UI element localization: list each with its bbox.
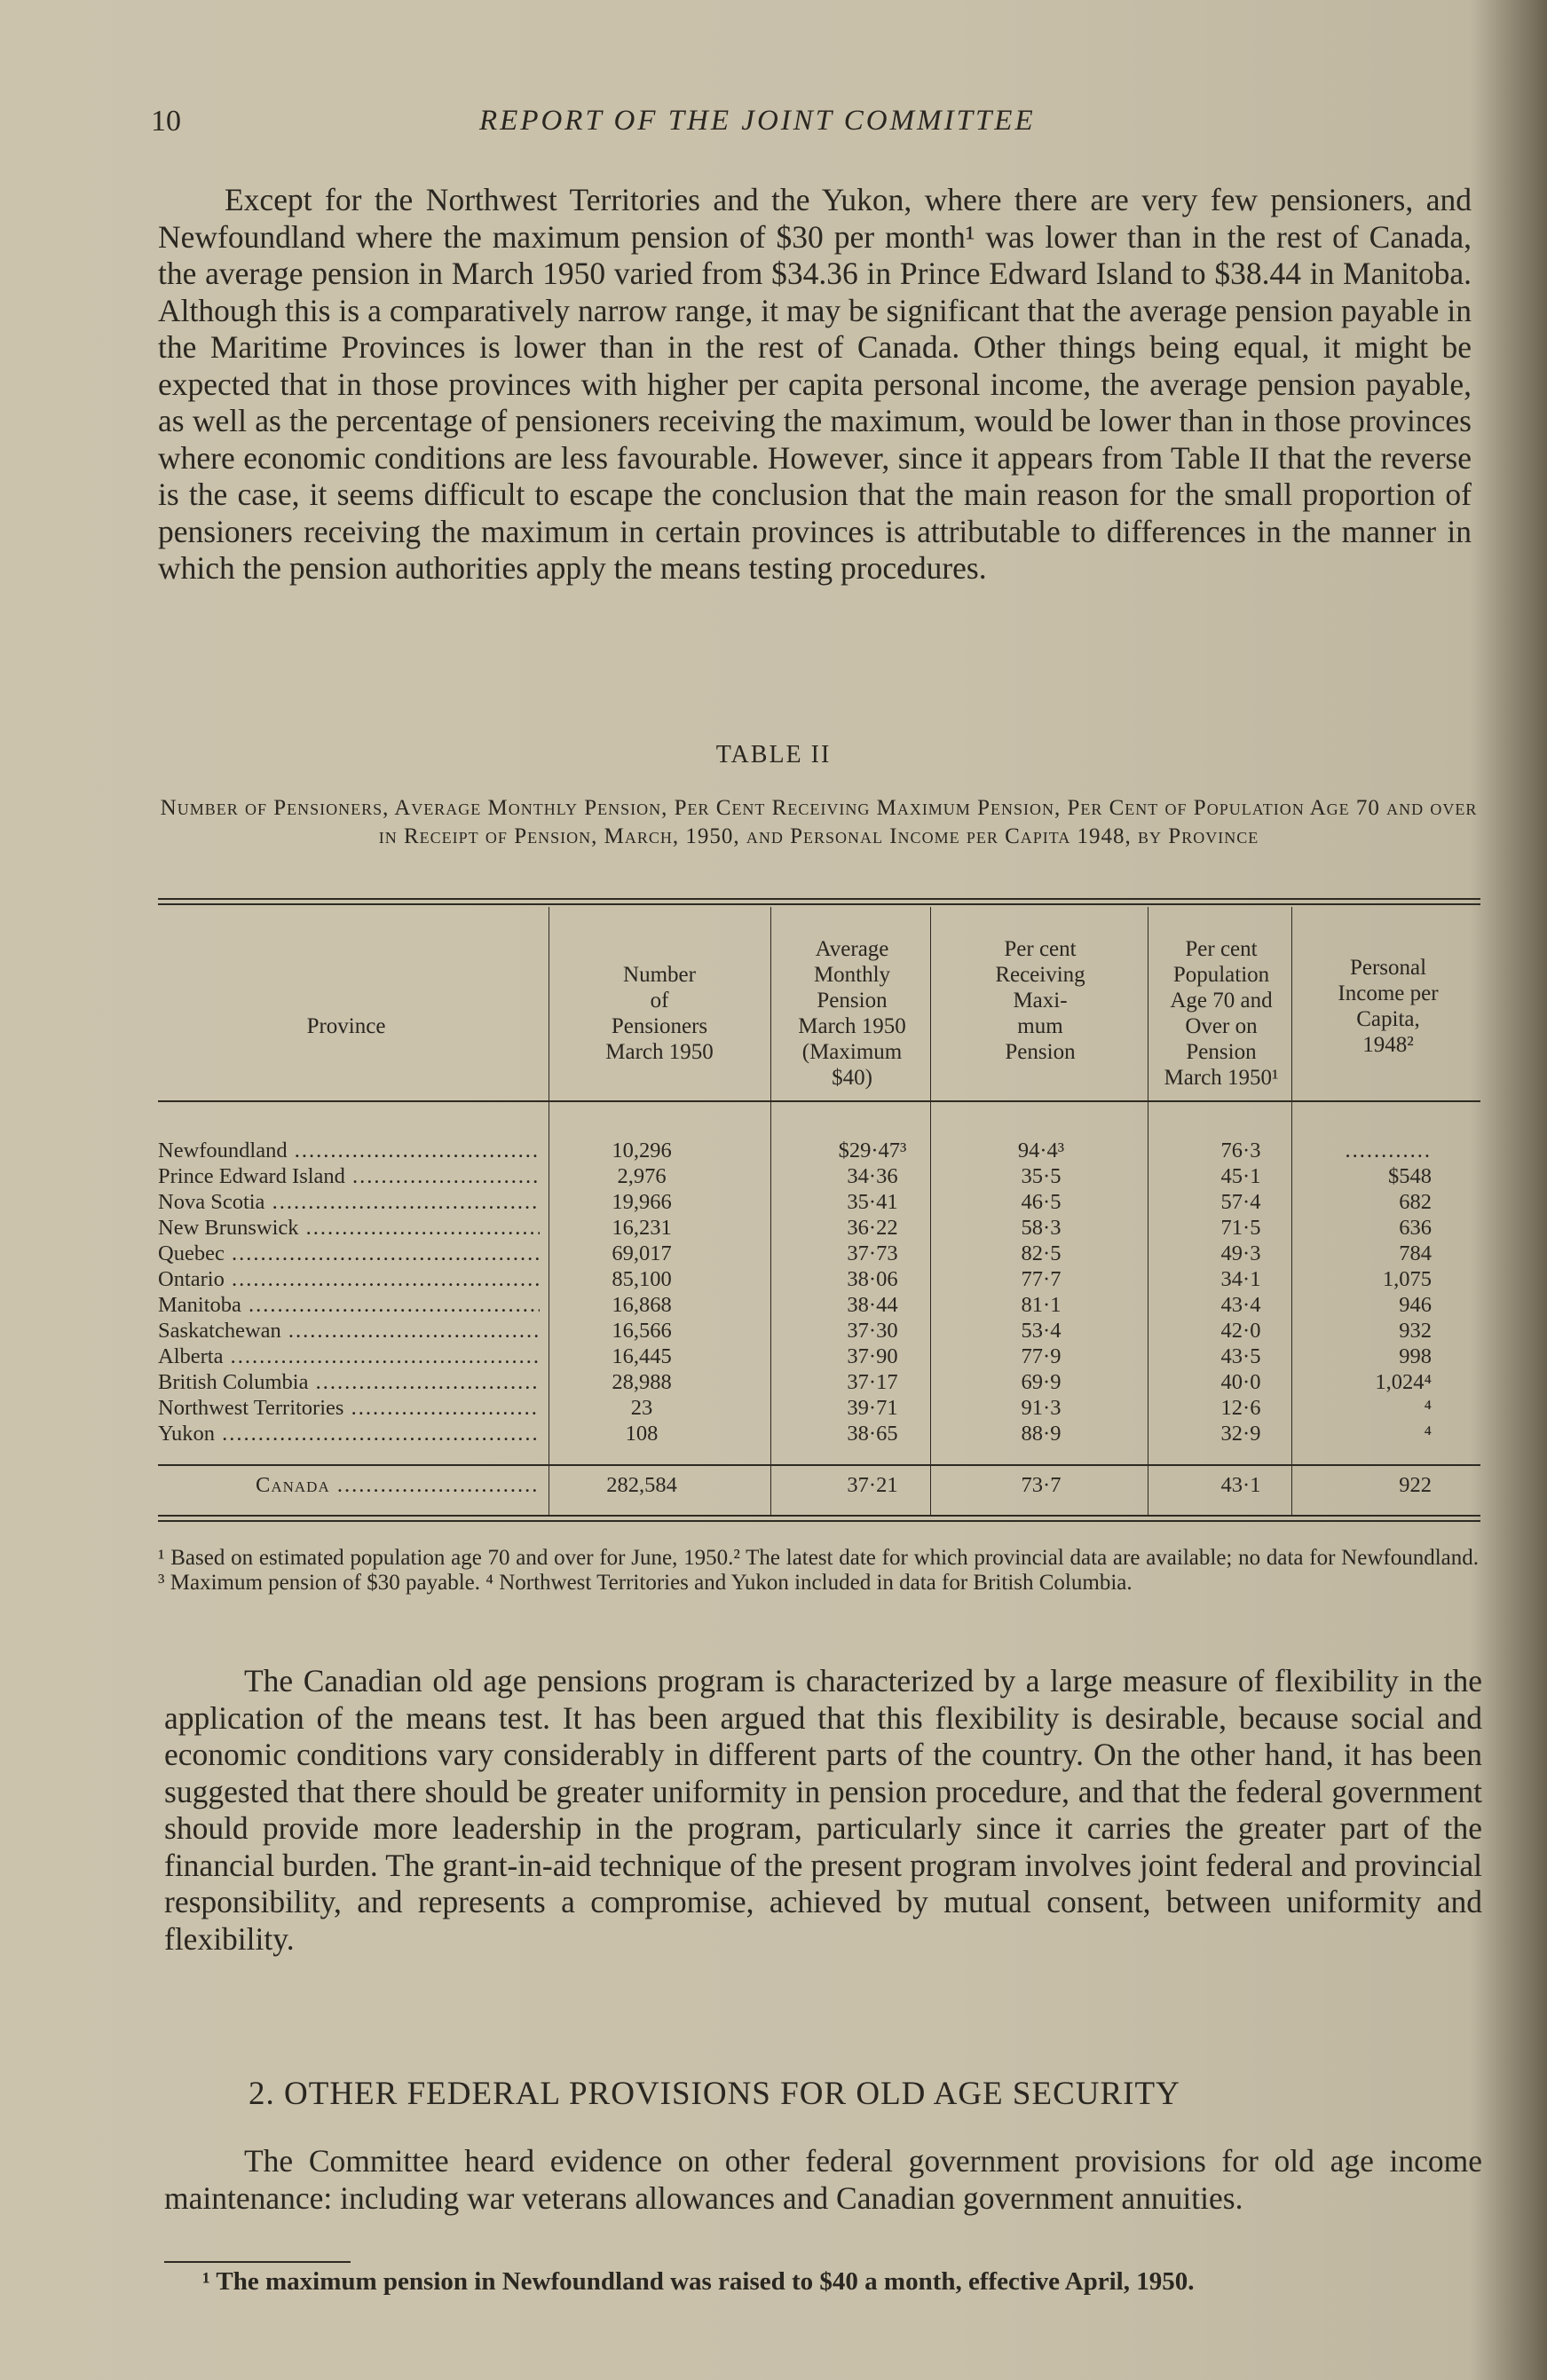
paragraph-committee: The Committee heard evidence on other federal government provisions for old age income maintenance: including war veterans allowances and Canadian government annuities. <box>164 2143 1482 2216</box>
running-title: REPORT OF THE JOINT COMMITTEE <box>479 105 1036 137</box>
cell-income: 1,024⁴ <box>1375 1370 1432 1394</box>
cell-average-total: 37·21 <box>847 1473 898 1497</box>
cell-percent-max: 88·9 <box>1021 1422 1062 1446</box>
cell-province: Yukon ..... <box>158 1422 540 1446</box>
cell-percent-pop: 40·0 <box>1220 1370 1261 1394</box>
table-row <box>158 1190 1480 1216</box>
section-heading: 2. OTHER FEDERAL PROVISIONS FOR OLD AGE SECURITY <box>249 2076 1180 2112</box>
cell-average: $29·47³ <box>838 1139 907 1162</box>
cell-percent-pop: 34·1 <box>1220 1267 1261 1291</box>
cell-percent-pop: 76·3 <box>1220 1139 1261 1162</box>
cell-income: 636 <box>1399 1216 1432 1240</box>
table-row <box>158 1396 1480 1422</box>
cell-number: 16,231 <box>612 1216 672 1240</box>
table-row <box>158 1216 1480 1241</box>
table-body <box>158 1139 1480 1447</box>
colhead-province: Province <box>306 1014 386 1038</box>
cell-percent-max: 58·3 <box>1021 1216 1062 1240</box>
table-top-rule-2 <box>158 903 1480 905</box>
table-row <box>158 1139 1480 1164</box>
page-header <box>151 105 1482 149</box>
colhead-income: Personal Income per Capita, 1948² <box>1338 956 1439 1057</box>
cell-province: New Brunswick ..... <box>158 1216 540 1241</box>
cell-average: 37·17 <box>847 1370 898 1394</box>
cell-percent-pop: 45·1 <box>1220 1164 1261 1188</box>
cell-income: ............ <box>1345 1139 1432 1162</box>
cell-province: Prince Edward Island ..... <box>158 1164 540 1189</box>
cell-average: 39·71 <box>847 1396 898 1420</box>
cell-percent-pop: 12·6 <box>1220 1396 1261 1420</box>
table-caption: Number of Pensioners, Average Monthly Pension, Per Cent Receiving Maximum Pension, Per Cent of Population Age 70 and over in Receipt of Pension, March, 1950, and Personal Income per Capita 1948, by Province <box>160 796 1478 848</box>
table-footnotes: ¹ Based on estimated population age 70 and over for June, 1950.² The latest date for which provincial data are available; no data for Newfoundland. ³ Maximum pension of $30 payable. ⁴ Northwest Territories and Yukon included in data for British Columbia. <box>158 1546 1479 1595</box>
cell-percent-pop: 57·4 <box>1220 1190 1261 1214</box>
cell-percent-max-total: 73·7 <box>1021 1473 1062 1497</box>
cell-number: 23 <box>630 1396 653 1420</box>
cell-average: 36·22 <box>847 1216 898 1240</box>
cell-percent-pop: 43·5 <box>1220 1344 1261 1368</box>
cell-percent-pop: 49·3 <box>1220 1241 1261 1265</box>
table-row <box>158 1241 1480 1267</box>
cell-average: 38·06 <box>847 1267 898 1291</box>
cell-average: 37·90 <box>847 1344 898 1368</box>
paragraph-flexibility: The Canadian old age pensions program is characterized by a large measure of flexibility in the application of the means test. It has been argued that this flexibility is desirable, because social and economic conditions vary considerably in different parts of the country. On the other hand, it has been suggested that there should be greater uniformity in pension procedure, and that the federal government should provide more leadership in the program, particularly since it carries the greater part of the financial burden. The grant-in-aid technique of the present program involves joint federal and provincial responsibility, and represents a compromise, achieved by mutual consent, between uniformity and flexibility. <box>164 1663 1482 1957</box>
cell-income-total: 922 <box>1399 1473 1432 1497</box>
cell-percent-max: 46·5 <box>1021 1190 1062 1214</box>
cell-percent-max: 81·1 <box>1021 1293 1062 1317</box>
table-total-row <box>158 1473 1480 1500</box>
cell-percent-max: 94·4³ <box>1017 1139 1065 1162</box>
cell-number: 10,296 <box>612 1139 672 1162</box>
cell-income: 946 <box>1399 1293 1432 1317</box>
cell-income: ⁴ <box>1424 1396 1432 1420</box>
cell-province: Nova Scotia ..... <box>158 1190 540 1215</box>
table-row <box>158 1422 1480 1447</box>
cell-average: 37·73 <box>847 1241 898 1265</box>
cell-number: 16,445 <box>612 1344 672 1368</box>
cell-average: 38·44 <box>847 1293 898 1317</box>
cell-percent-max: 77·7 <box>1021 1267 1062 1291</box>
colhead-percent-max: Per cent Receiving Maxi- mum Pension <box>995 937 1085 1064</box>
cell-province: Newfoundland ..... <box>158 1139 540 1163</box>
cell-province: Alberta ..... <box>158 1344 540 1369</box>
cell-percent-max: 91·3 <box>1021 1396 1062 1420</box>
cell-percent-pop: 42·0 <box>1220 1319 1261 1343</box>
table-row <box>158 1267 1480 1293</box>
total-top-rule <box>158 1464 1480 1466</box>
table-bottom-rule <box>158 1515 1480 1517</box>
cell-number: 108 <box>625 1422 659 1446</box>
footnote-rule <box>164 2261 351 2263</box>
paragraph-intro: Except for the Northwest Territories and the Yukon, where there are very few pensioners, and Newfoundland where the maximum pension of $30 per month¹ was lower than in the rest of Canada, the average pension in March 1950 varied from $34.36 in Prince Edward Island to $38.44 in Manitoba. Although this is a comparatively narrow range, it may be significant that the average pension payable in the Maritime Provinces is lower than in the rest of Canada. Other things being equal, it might be expected that in those provinces with higher per capita personal income, the average pension payable, as well as the percentage of pensioners receiving the maximum, would be lower than in those provinces where economic conditions are less favourable. However, since it appears from Table II that the reverse is the case, it seems difficult to escape the conclusion that the main reason for the small proportion of pensioners receiving the maximum in certain provinces is attributable to differences in the manner in which the pension authorities apply the means testing procedures. <box>158 182 1472 586</box>
cell-average: 35·41 <box>847 1190 898 1214</box>
cell-percent-max: 82·5 <box>1021 1241 1062 1265</box>
cell-percent-pop-total: 43·1 <box>1220 1473 1261 1497</box>
table-row <box>158 1344 1480 1370</box>
cell-province: Northwest Territories ..... <box>158 1396 540 1421</box>
cell-province: Ontario ..... <box>158 1267 540 1292</box>
cell-income: 1,075 <box>1382 1267 1432 1291</box>
table-row <box>158 1293 1480 1319</box>
cell-province: Saskatchewan ..... <box>158 1319 540 1344</box>
cell-province-total: Canada ..... <box>256 1473 540 1498</box>
table-bottom-rule-2 <box>158 1520 1480 1522</box>
cell-number-total: 282,584 <box>606 1473 677 1497</box>
colhead-number: Number of Pensioners March 1950 <box>605 963 714 1064</box>
header-bottom-rule <box>158 1100 1480 1102</box>
cell-percent-pop: 43·4 <box>1220 1293 1261 1317</box>
cell-number: 19,966 <box>612 1190 672 1214</box>
cell-income: 682 <box>1399 1190 1432 1214</box>
cell-province: Manitoba ..... <box>158 1293 540 1318</box>
table-top-rule <box>158 898 1480 900</box>
table-title: TABLE II <box>715 741 832 768</box>
cell-province: British Columbia ..... <box>158 1370 540 1395</box>
cell-number: 85,100 <box>612 1267 672 1291</box>
cell-percent-max: 53·4 <box>1021 1319 1062 1343</box>
cell-average: 37·30 <box>847 1319 898 1343</box>
table-row <box>158 1319 1480 1344</box>
cell-percent-max: 35·5 <box>1021 1164 1062 1188</box>
table-row <box>158 1370 1480 1396</box>
cell-percent-max: 77·9 <box>1021 1344 1062 1368</box>
colhead-percent-pop: Per cent Population Age 70 and Over on Pension March 1950¹ <box>1164 937 1279 1090</box>
cell-province: Quebec ..... <box>158 1241 540 1266</box>
cell-percent-pop: 32·9 <box>1220 1422 1261 1446</box>
cell-percent-pop: 71·5 <box>1220 1216 1261 1240</box>
page-number: 10 <box>151 105 181 138</box>
cell-average: 38·65 <box>847 1422 898 1446</box>
cell-number: 2,976 <box>617 1164 667 1188</box>
cell-percent-max: 69·9 <box>1021 1370 1062 1394</box>
cell-number: 69,017 <box>612 1241 672 1265</box>
page-footnote: ¹ The maximum pension in Newfoundland was raised to $40 a month, effective April, 1950. <box>202 2267 1195 2296</box>
colhead-average: Average Monthly Pension March 1950 (Maximum $40) <box>798 937 906 1090</box>
cell-income: 998 <box>1399 1344 1432 1368</box>
cell-income: 784 <box>1399 1241 1432 1265</box>
cell-number: 28,988 <box>612 1370 672 1394</box>
cell-number: 16,566 <box>612 1319 672 1343</box>
cell-income: ⁴ <box>1424 1422 1432 1446</box>
cell-income: $548 <box>1388 1164 1432 1188</box>
cell-number: 16,868 <box>612 1293 672 1317</box>
cell-average: 34·36 <box>847 1164 898 1188</box>
table-row <box>158 1164 1480 1190</box>
cell-income: 932 <box>1399 1319 1432 1343</box>
